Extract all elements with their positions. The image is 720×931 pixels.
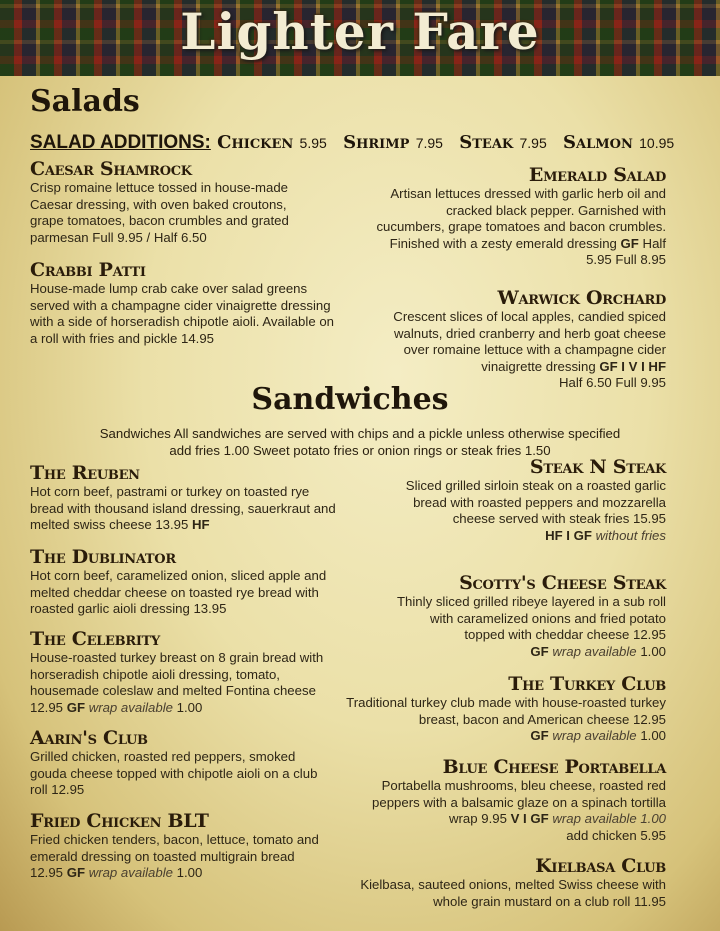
menu-item-caesar-shamrock (30, 158, 350, 246)
item-name: Aarin's Club (30, 727, 148, 749)
diet-tag: GF I V I HF (599, 358, 666, 374)
intro-line: add fries 1.00 Sweet potato fries or onion rings or steak fries 1.50 (169, 443, 551, 458)
item-name: The Reuben (30, 462, 140, 484)
wrap-note: wrap available (88, 699, 173, 715)
wrap-note: wrap available (552, 728, 637, 744)
menu-item-crabbi-patti (30, 259, 350, 347)
item-desc-text: Crescent slices of local apples, candied spiced walnuts, dried cranberry and herb goat cheese over romaine lettuce with a champagne cider vinaigrette dressing (393, 309, 666, 374)
menu-item-fried-chicken-blt (30, 810, 350, 882)
item-desc: Crisp romaine lettuce tossed in house-made Caesar dressing, with oven baked croutons, grape tomatoes, bacon crumbles and grated parmesan Full 9.95 / Half 6.50 (30, 180, 289, 245)
item-desc-text: Artisan lettuces dressed with garlic herb oil and cracked black pepper. Garnished with cucumbers, grape tomatoes and bacon crumbles. Finished with a zesty emerald dressing (376, 186, 666, 251)
item-price: Half 6.50 Full 9.95 (558, 375, 666, 391)
item-desc-text: Traditional turkey club made with house-roasted turkey breast, bacon and American cheese 12.95 (346, 695, 666, 727)
diet-tag: GF (530, 643, 549, 659)
menu-item-steak-n-steak (376, 456, 666, 544)
menu-item-kielbasa-club (346, 855, 666, 910)
item-name: Scotty's Cheese Steak (459, 572, 666, 594)
item-desc: Kielbasa, sauteed onions, melted Swiss cheese with whole grain mustard on a club roll 11.95 (360, 877, 666, 909)
wrap-price: 1.00 (176, 699, 203, 715)
menu-item-reuben (30, 462, 350, 534)
item-desc (376, 186, 666, 269)
item-price: Half 5.95 Full 8.95 (586, 235, 666, 268)
wrap-price: 1.00 (176, 865, 203, 881)
item-name: Emerald Salad (528, 164, 666, 186)
item-desc-text: Sliced grilled sirloin steak on a roasted garlic bread with roasted peppers and mozzarella cheese served with steak fries 15.95 (405, 478, 666, 527)
diet-tag: GF (66, 699, 86, 715)
item-desc (346, 778, 666, 844)
addition-name: Steak (459, 132, 514, 153)
item-desc-text: House-roasted turkey breast on 8 grain bread with horseradish chipotle aioli dressing, tomato, housemade coleslaw and melted Fontina cheese 12.95 (30, 650, 324, 715)
wrap-price: 1.00 (640, 643, 666, 659)
menu-item-turkey-club (346, 673, 666, 745)
page-title: Lighter Fare (180, 2, 540, 61)
item-desc (346, 695, 666, 745)
salad-additions-label: SALAD ADDITIONS: (30, 132, 211, 153)
addition-name: Chicken (217, 132, 294, 153)
sandwich-intro (60, 425, 660, 459)
wrap-price: 1.00 (640, 728, 666, 744)
item-desc-text: Hot corn beef, pastrami or turkey on toasted rye bread with thousand island dressing, sauerkraut and melted swiss cheese 13.95 (30, 484, 336, 533)
diet-tag: HF I GF (545, 527, 592, 543)
menu-item-scottys-cheese-steak (386, 572, 666, 660)
wrap-note: wrap available 1.00 (552, 811, 666, 827)
item-name: Kielbasa Club (535, 855, 666, 877)
item-name: Fried Chicken BLT (30, 810, 209, 832)
addition-name: Shrimp (343, 132, 410, 153)
item-name: Steak N Steak (529, 456, 666, 478)
item-extra: add chicken 5.95 (566, 827, 666, 843)
wrap-note: wrap available (88, 865, 173, 881)
item-name: The Turkey Club (508, 673, 666, 695)
diet-tag: V I GF (510, 811, 549, 827)
item-desc (30, 650, 342, 716)
item-desc-text: Portabella mushrooms, bleu cheese, roasted red peppers with a balsamic glaze on a spinach tortilla wrap 9.95 (372, 778, 666, 827)
addition-price: 7.95 (415, 135, 443, 151)
item-desc: Hot corn beef, caramelized onion, sliced apple and melted cheddar cheese on toasted rye bread with roasted garlic aioli dressing 13.95 (30, 568, 327, 617)
addition-price: 7.95 (519, 135, 547, 151)
item-name: Caesar Shamrock (30, 158, 192, 180)
diet-tag: GF (530, 728, 549, 744)
menu-item-warwick-orchard (366, 287, 666, 392)
menu-item-blue-cheese-portabella (346, 756, 666, 844)
item-desc: Grilled chicken, roasted red peppers, smoked gouda cheese topped with chipotle aioli on a club roll 12.95 (30, 749, 318, 798)
menu-item-dublinator (30, 546, 350, 618)
item-desc (386, 594, 666, 660)
item-name: The Dublinator (30, 546, 176, 568)
item-desc-text: Thinly sliced grilled ribeye layered in a sub roll with caramelized onions and fried potato topped with cheddar cheese 12.95 (396, 594, 666, 643)
item-desc (376, 478, 666, 544)
menu-item-aarins-club (30, 727, 350, 799)
diet-tag: HF (192, 517, 210, 533)
salad-additions (30, 132, 684, 154)
intro-line: Sandwiches All sandwiches are served with chips and a pickle unless otherwise specified (99, 426, 621, 441)
item-desc-text: Fried chicken tenders, bacon, lettuce, tomato and emerald dressing on toasted multigrain bread 12.95 (30, 832, 319, 881)
addition-price: 10.95 (639, 135, 675, 151)
item-name: Crabbi Patti (30, 259, 146, 281)
item-desc (30, 832, 330, 882)
diet-tag: GF (620, 235, 639, 251)
addition-price: 5.95 (299, 135, 327, 151)
item-name: Warwick Orchard (497, 287, 666, 309)
menu-item-emerald-salad (376, 164, 666, 269)
item-desc (366, 309, 666, 392)
item-name: The Celebrity (30, 628, 160, 650)
item-name: Blue Cheese Portabella (442, 756, 666, 778)
item-note: without fries (595, 527, 666, 543)
sandwiches-heading: Sandwiches (251, 382, 449, 417)
diet-tag: GF (66, 865, 86, 881)
item-desc (30, 484, 340, 534)
item-desc: House-made lump crab cake over salad greens served with a champagne cider vinaigrette dressing with a side of horseradish chipotle aioli. Available on a roll with fries and pickle 14.95 (30, 281, 334, 346)
menu-item-celebrity (30, 628, 350, 716)
wrap-note: wrap available (552, 643, 637, 659)
salads-heading: Salads (30, 84, 140, 119)
addition-name: Salmon (563, 132, 633, 153)
